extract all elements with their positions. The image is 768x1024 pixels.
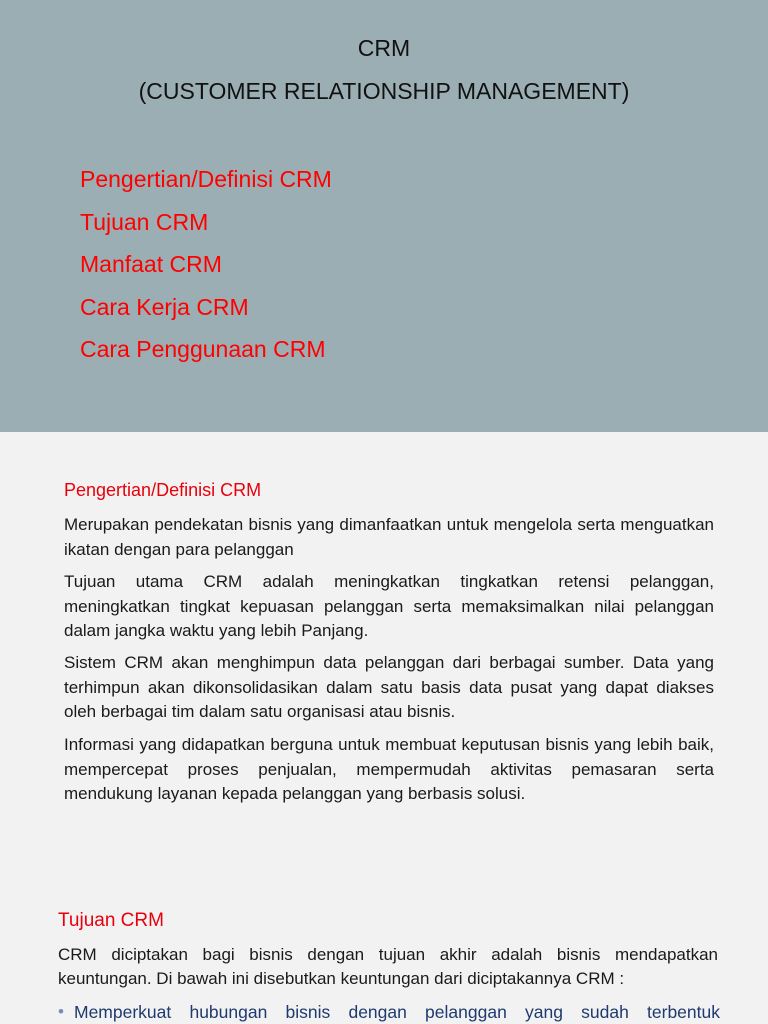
slide-title-heading: CRM xyxy=(357,35,411,61)
table-of-contents xyxy=(80,158,332,371)
bullet-marker: • xyxy=(58,1002,64,1021)
toc-item-definisi: Pengertian/Definisi CRM xyxy=(80,166,332,192)
section-heading: Tujuan CRM xyxy=(58,910,164,931)
slide-title xyxy=(0,0,768,432)
toc-item-manfaat: Manfaat CRM xyxy=(80,251,222,277)
paragraph-2: Tujuan utama CRM adalah meningkatkan tingkatkan retensi pelanggan, meningkatkan tingkat kepuasan pelanggan serta memaksimalkan nilai pelanggan dalam jangka waktu yang lebih Panjang. xyxy=(64,572,714,640)
toc-item-cara-kerja: Cara Kerja CRM xyxy=(80,293,249,320)
toc-item-tujuan: Tujuan CRM xyxy=(80,208,209,235)
slide-definisi xyxy=(0,432,768,870)
section-heading: Pengertian/Definisi CRM xyxy=(64,480,262,500)
slide-tujuan xyxy=(0,870,768,1024)
slide-title-subheading: (CUSTOMER RELATIONSHIP MANAGEMENT) xyxy=(138,78,630,104)
paragraph-4: Informasi yang didapatkan berguna untuk membuat keputusan bisnis yang lebih baik, mempercepat proses penjualan, mempermudah aktivitas pemasaran serta mendukung layanan kepada pelanggan yang berbasis solusi. xyxy=(64,735,714,803)
paragraph-1: Merupakan pendekatan bisnis yang dimanfaatkan untuk mengelola serta menguatkan ikatan dengan para pelanggan xyxy=(64,515,714,559)
toc-item-cara-penggunaan: Cara Penggunaan CRM xyxy=(80,336,326,362)
bullet-item-1: Memperkuat hubungan bisnis dengan pelanggan yang sudah terbentuk xyxy=(74,1002,720,1022)
paragraph-1: CRM diciptakan bagi bisnis dengan tujuan akhir adalah bisnis mendapatkan keuntungan. Di bawah ini disebutkan keuntungan dari diciptakannya CRM : xyxy=(58,945,718,988)
paragraph-3: Sistem CRM akan menghimpun data pelanggan dari berbagai sumber. Data yang terhimpun akan dikonsolidasikan dalam satu basis data pusat yang dapat diakses oleh berbagai tim dalam satu organisasi atau bisnis. xyxy=(64,653,714,721)
